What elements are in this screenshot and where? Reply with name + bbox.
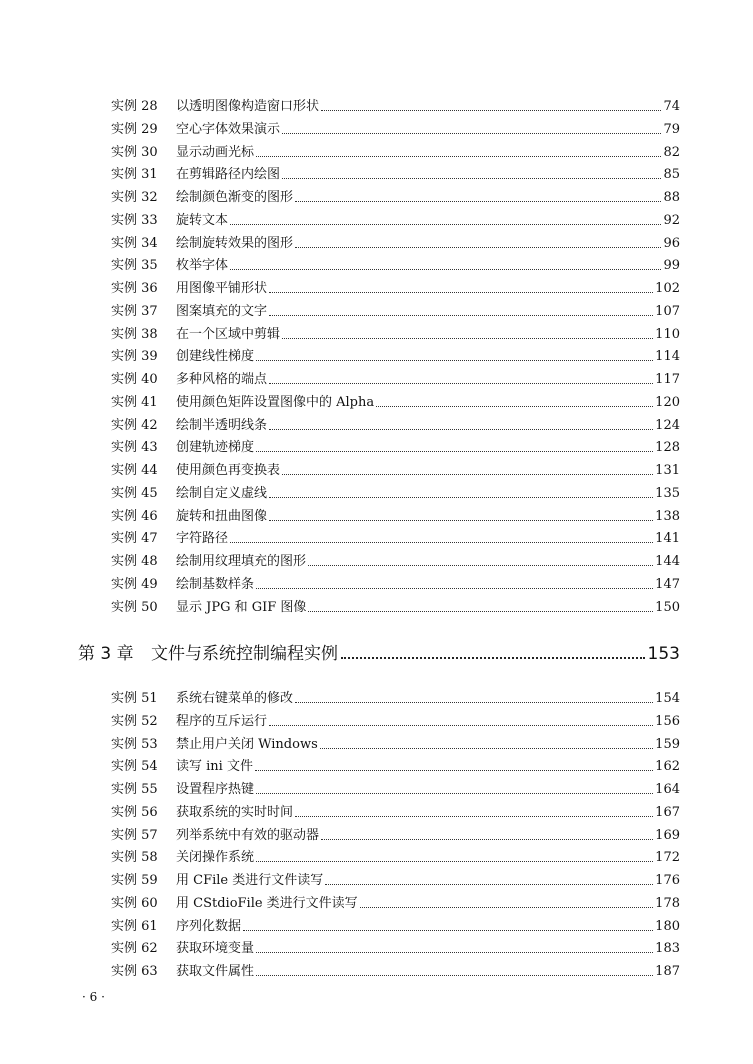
toc-entry [111, 118, 680, 138]
entry-title: 枚举字体 [176, 258, 229, 274]
leader-dots [269, 292, 653, 293]
toc-entry [111, 733, 680, 753]
leader-dots [282, 178, 661, 179]
entry-page-number: 74 [663, 99, 680, 114]
entry-page-number: 169 [655, 827, 680, 843]
leader-dots [321, 110, 661, 111]
entry-number: 实例 34 [111, 235, 158, 251]
leader-dots [269, 383, 653, 384]
entry-number: 实例 49 [111, 576, 158, 592]
leader-dots [256, 588, 653, 589]
entry-number: 实例 54 [111, 759, 158, 775]
entry-number: 实例 28 [111, 99, 158, 114]
entry-page-number: 124 [655, 417, 680, 433]
entry-title: 绘制用纹理填充的图形 [176, 554, 307, 569]
toc-entry [111, 937, 680, 957]
entry-title: 绘制旋转效果的图形 [176, 235, 294, 251]
entry-title: 显示动画光标 [176, 144, 255, 160]
entry-page-number: 147 [655, 576, 680, 592]
entry-page-number: 120 [655, 394, 680, 410]
entry-page-number: 135 [655, 485, 680, 501]
entry-page-number: 128 [655, 440, 680, 456]
entry-page-number: 144 [655, 554, 680, 569]
entry-page-number: 96 [663, 235, 680, 251]
chapter-number: 第 3 章 [78, 644, 134, 664]
entry-number: 实例 47 [111, 531, 158, 547]
entry-title: 程序的互斥运行 [176, 713, 268, 729]
entry-title: 获取环境变量 [176, 941, 255, 957]
entry-title: 使用颜色再变换表 [176, 463, 281, 478]
entry-title: 旋转和扭曲图像 [176, 508, 268, 524]
entry-number: 实例 56 [111, 804, 158, 820]
toc-entry [111, 436, 680, 456]
chapter-page-number: 153 [647, 644, 680, 664]
leader-dots [376, 406, 653, 407]
leader-dots [360, 907, 653, 908]
toc-entry [111, 778, 680, 798]
entry-page-number: 150 [655, 599, 680, 615]
toc-entry [111, 710, 680, 730]
entry-title: 旋转文本 [176, 212, 229, 228]
leader-dots [320, 748, 653, 749]
entry-page-number: 156 [655, 713, 680, 729]
toc-entry [111, 482, 680, 502]
leader-dots [295, 702, 653, 703]
leader-dots [256, 952, 653, 953]
entry-page-number: 164 [655, 782, 680, 797]
entry-title: 空心字体效果演示 [176, 121, 281, 137]
toc-entry [111, 300, 680, 320]
leader-dots [256, 793, 653, 794]
chapter-heading [78, 640, 680, 664]
toc-entry [111, 232, 680, 252]
entry-page-number: 159 [655, 736, 680, 752]
toc-entry [111, 596, 680, 616]
entry-number: 实例 48 [111, 554, 158, 569]
entry-title: 多种风格的端点 [176, 372, 268, 387]
leader-dots [256, 451, 653, 452]
leader-dots [256, 975, 653, 976]
toc-entry [111, 459, 680, 479]
toc-entry [111, 277, 680, 297]
entry-number: 实例 53 [111, 736, 158, 752]
entry-title: 显示 JPG 和 GIF 图像 [176, 599, 307, 615]
leader-dots [295, 247, 661, 248]
toc-entry [111, 414, 680, 434]
leader-dots [325, 884, 653, 885]
entry-page-number: 82 [663, 144, 680, 160]
entry-number: 实例 59 [111, 873, 158, 888]
entry-page-number: 88 [663, 190, 680, 205]
leader-dots [230, 224, 661, 225]
leader-dots [255, 770, 653, 771]
entry-number: 实例 30 [111, 144, 158, 160]
entry-title: 系统右键菜单的修改 [176, 691, 294, 706]
toc-entry [111, 869, 680, 889]
leader-dots [341, 657, 645, 659]
toc-entry [111, 163, 680, 183]
toc-entry [111, 527, 680, 547]
entry-page-number: 99 [663, 258, 680, 274]
toc-entry [111, 141, 680, 161]
entry-number: 实例 52 [111, 713, 158, 729]
toc-entry [111, 550, 680, 570]
entry-number: 实例 50 [111, 599, 158, 615]
entry-page-number: 176 [655, 873, 680, 888]
leader-dots [269, 497, 653, 498]
entry-page-number: 187 [655, 964, 680, 979]
toc-entry [111, 254, 680, 274]
leader-dots [282, 474, 653, 475]
entry-page-number: 154 [655, 691, 680, 706]
entry-number: 实例 31 [111, 167, 158, 183]
entry-title: 读写 ini 文件 [176, 759, 253, 775]
leader-dots [269, 429, 653, 430]
entry-title: 列举系统中有效的驱动器 [176, 827, 320, 843]
toc-entry [111, 687, 680, 707]
toc-entry [111, 846, 680, 866]
entry-page-number: 131 [655, 463, 680, 478]
toc-entry [111, 824, 680, 844]
entry-page-number: 138 [655, 508, 680, 524]
entry-title: 绘制基数样条 [176, 576, 255, 592]
entry-number: 实例 36 [111, 281, 158, 296]
entry-number: 实例 39 [111, 349, 158, 365]
entry-number: 实例 44 [111, 463, 158, 478]
toc-entry [111, 95, 680, 115]
entry-title: 用 CStdioFile 类进行文件读写 [176, 895, 358, 911]
entry-title: 获取系统的实时时间 [176, 804, 294, 820]
entry-page-number: 114 [655, 349, 680, 365]
entry-title: 禁止用户关闭 Windows [176, 736, 318, 752]
leader-dots [269, 725, 653, 726]
chapter-title: 文件与系统控制编程实例 [151, 644, 338, 664]
leader-dots [269, 520, 653, 521]
entry-title: 在剪辑路径内绘图 [176, 167, 281, 183]
toc-entry [111, 573, 680, 593]
entry-page-number: 92 [663, 212, 680, 228]
entry-number: 实例 33 [111, 212, 158, 228]
entry-title: 用图像平铺形状 [176, 281, 268, 296]
entry-page-number: 85 [663, 167, 680, 183]
toc-entry [111, 801, 680, 821]
entry-title: 绘制半透明线条 [176, 417, 268, 433]
leader-dots [308, 611, 653, 612]
leader-dots [282, 133, 661, 134]
entry-number: 实例 58 [111, 850, 158, 866]
toc-entry [111, 892, 680, 912]
toc-entry [111, 345, 680, 365]
toc-entry [111, 915, 680, 935]
entry-title: 字符路径 [176, 531, 229, 547]
page-number-footer: · 6 · [82, 990, 105, 1004]
entry-number: 实例 45 [111, 485, 158, 501]
entry-title: 使用颜色矩阵设置图像中的 Alpha [176, 394, 375, 410]
toc-entry [111, 209, 680, 229]
entry-page-number: 79 [663, 121, 680, 137]
entry-page-number: 107 [655, 303, 680, 319]
entry-number: 实例 43 [111, 440, 158, 456]
entry-title: 创建轨迹梯度 [176, 440, 255, 456]
entry-number: 实例 55 [111, 782, 158, 797]
toc-entry [111, 186, 680, 206]
entry-page-number: 117 [655, 372, 680, 387]
entry-page-number: 102 [655, 281, 680, 296]
entry-page-number: 141 [655, 531, 680, 547]
entry-number: 实例 60 [111, 895, 158, 911]
entry-number: 实例 42 [111, 417, 158, 433]
entry-title: 在一个区域中剪辑 [176, 326, 281, 342]
entry-number: 实例 57 [111, 827, 158, 843]
entry-number: 实例 29 [111, 121, 158, 137]
leader-dots [321, 839, 653, 840]
entry-number: 实例 46 [111, 508, 158, 524]
leader-dots [230, 542, 653, 543]
leader-dots [295, 201, 661, 202]
entry-title: 绘制颜色渐变的图形 [176, 190, 294, 205]
toc-entry [111, 368, 680, 388]
toc-entry [111, 391, 680, 411]
entry-title: 关闭操作系统 [176, 850, 255, 866]
entry-title: 获取文件属性 [176, 964, 255, 979]
entry-number: 实例 51 [111, 691, 158, 706]
entry-number: 实例 35 [111, 258, 158, 274]
entry-page-number: 110 [655, 326, 680, 342]
entry-number: 实例 38 [111, 326, 158, 342]
leader-dots [243, 930, 653, 931]
entry-title: 序列化数据 [176, 918, 242, 934]
entry-page-number: 178 [655, 895, 680, 911]
entry-title: 以透明图像构造窗口形状 [176, 99, 320, 114]
entry-number: 实例 61 [111, 918, 158, 934]
entry-page-number: 167 [655, 804, 680, 820]
leader-dots [269, 315, 653, 316]
entry-number: 实例 40 [111, 372, 158, 387]
entry-title: 创建线性梯度 [176, 349, 255, 365]
leader-dots [295, 816, 653, 817]
entry-page-number: 162 [655, 759, 680, 775]
leader-dots [256, 360, 653, 361]
entry-number: 实例 37 [111, 303, 158, 319]
toc-entry [111, 960, 680, 980]
toc-entry [111, 505, 680, 525]
toc-entry [111, 323, 680, 343]
leader-dots [230, 269, 661, 270]
entry-page-number: 172 [655, 850, 680, 866]
entry-number: 实例 63 [111, 964, 158, 979]
leader-dots [256, 861, 653, 862]
entry-number: 实例 62 [111, 941, 158, 957]
entry-number: 实例 32 [111, 190, 158, 205]
entry-title: 绘制自定义虚线 [176, 485, 268, 501]
entry-page-number: 183 [655, 941, 680, 957]
entry-title: 图案填充的文字 [176, 303, 268, 319]
entry-page-number: 180 [655, 918, 680, 934]
entry-title: 设置程序热键 [176, 782, 255, 797]
leader-dots [282, 338, 653, 339]
leader-dots [256, 156, 661, 157]
leader-dots [308, 565, 653, 566]
toc-entry [111, 755, 680, 775]
entry-number: 实例 41 [111, 394, 158, 410]
entry-title: 用 CFile 类进行文件读写 [176, 873, 324, 888]
